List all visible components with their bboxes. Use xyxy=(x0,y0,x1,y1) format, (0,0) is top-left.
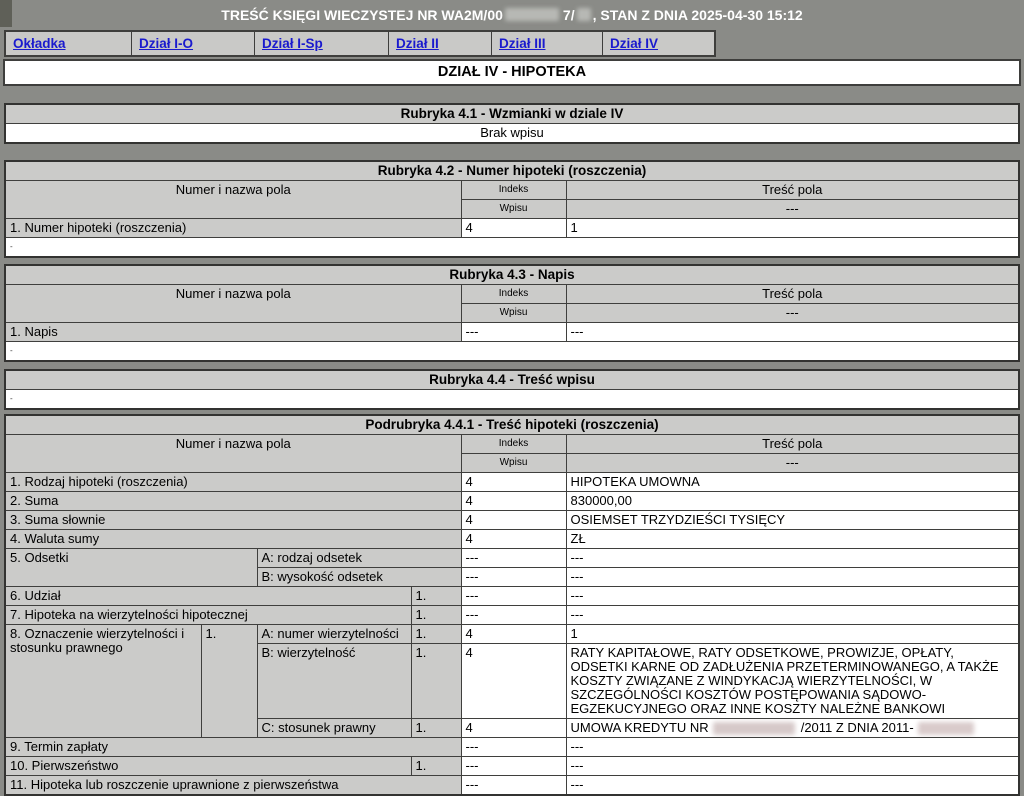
table-row xyxy=(5,511,1019,530)
rubryka-4-1-table xyxy=(4,103,1020,144)
document-title-suffix: , STAN Z DNIA 2025-04-30 15:12 xyxy=(592,6,803,23)
table-row xyxy=(5,625,1019,644)
column-header-content: Treść pola xyxy=(566,435,1019,454)
rubryka-4-2-table xyxy=(4,160,1020,258)
rubryka-4-4-table xyxy=(4,369,1020,410)
field-label-cell: 5. Odsetki xyxy=(5,549,257,587)
redacted-check-digit xyxy=(577,8,591,21)
spacer-row: - xyxy=(5,390,1019,410)
field-label-cell: 6. Udział xyxy=(5,587,411,606)
table-row xyxy=(5,492,1019,511)
table-row xyxy=(5,342,1019,362)
index-cell: --- xyxy=(461,568,566,587)
content-cell: --- xyxy=(566,738,1019,757)
tab-dzial-iii[interactable]: Dział III xyxy=(492,32,603,55)
table-row xyxy=(5,124,1019,144)
table-row xyxy=(5,285,1019,304)
ordinal-cell: 1. xyxy=(411,719,461,738)
field-label-cell: 1. Rodzaj hipoteki (roszczenia) xyxy=(5,473,461,492)
subfield-label-cell: B: wierzytelność xyxy=(257,644,411,719)
index-cell: 4 xyxy=(461,511,566,530)
column-header-index-2: Wpisu xyxy=(461,304,566,323)
field-label-cell: 10. Pierwszeństwo xyxy=(5,757,411,776)
field-label-cell: 1. Napis xyxy=(5,323,461,342)
table-row xyxy=(5,587,1019,606)
table-row xyxy=(5,473,1019,492)
table-row xyxy=(5,265,1019,285)
content-cell xyxy=(566,719,1019,738)
field-label-cell: 2. Suma xyxy=(5,492,461,511)
content-cell: 830000,00 xyxy=(566,492,1019,511)
index-cell: --- xyxy=(461,587,566,606)
content-cell: 1 xyxy=(566,219,1019,238)
document-title-mid: 7/ xyxy=(562,6,575,23)
subfield-label-cell: A: rodzaj odsetek xyxy=(257,549,461,568)
index-cell: --- xyxy=(461,549,566,568)
table-row xyxy=(5,390,1019,410)
redacted-register-number xyxy=(505,8,559,21)
subfield-label-cell: B: wysokość odsetek xyxy=(257,568,461,587)
table-row xyxy=(5,415,1019,435)
field-label-cell: 11. Hipoteka lub roszczenie uprawnione z pierwszeństwa xyxy=(5,776,461,796)
table-row xyxy=(5,776,1019,796)
credit-agreement-mid: /2011 Z DNIA 2011- xyxy=(800,720,914,735)
content-cell: --- xyxy=(566,776,1019,796)
ordinal-cell: 1. xyxy=(411,606,461,625)
subfield-label-cell: A: numer wierzytelności xyxy=(257,625,411,644)
column-header-index-2: Wpisu xyxy=(461,454,566,473)
column-header-content: Treść pola xyxy=(566,285,1019,304)
table-row xyxy=(5,549,1019,568)
redacted-credit-date xyxy=(918,722,974,735)
content-cell: HIPOTEKA UMOWNA xyxy=(566,473,1019,492)
spacer-row: - xyxy=(5,238,1019,258)
table-row xyxy=(5,181,1019,200)
column-header-content: Treść pola xyxy=(566,181,1019,200)
column-header-content-empty: --- xyxy=(566,454,1019,473)
table-row xyxy=(5,738,1019,757)
table-row xyxy=(5,606,1019,625)
section-header: Rubryka 4.3 - Napis xyxy=(5,265,1019,285)
field-label-cell: 4. Waluta sumy xyxy=(5,530,461,549)
table-row xyxy=(5,530,1019,549)
page-edge-decoration xyxy=(0,0,12,27)
table-row xyxy=(5,238,1019,258)
content-cell: --- xyxy=(566,606,1019,625)
index-cell: 4 xyxy=(461,644,566,719)
content-cell: --- xyxy=(566,757,1019,776)
field-label-cell: 9. Termin zapłaty xyxy=(5,738,461,757)
subfield-label-cell: C: stosunek prawny xyxy=(257,719,411,738)
field-label-cell: 8. Oznaczenie wierzytelności i stosunku prawnego xyxy=(5,625,201,738)
column-header-index-1: Indeks xyxy=(461,285,566,304)
column-header-index-1: Indeks xyxy=(461,181,566,200)
index-cell: --- xyxy=(461,323,566,342)
section-header: Rubryka 4.4 - Treść wpisu xyxy=(5,370,1019,390)
tab-okladka[interactable]: Okładka xyxy=(6,32,132,55)
index-cell: 4 xyxy=(461,492,566,511)
content-cell: --- xyxy=(566,323,1019,342)
column-header-index-2: Wpisu xyxy=(461,200,566,219)
column-header-field: Numer i nazwa pola xyxy=(5,285,461,323)
redacted-credit-number xyxy=(713,722,795,735)
index-cell: --- xyxy=(461,738,566,757)
index-cell: 4 xyxy=(461,219,566,238)
content-cell: --- xyxy=(566,587,1019,606)
content-cell: RATY KAPITAŁOWE, RATY ODSETKOWE, PROWIZJE, OPŁATY, ODSETKI KARNE OD ZADŁUŻENIA PRZETERMINOWANEGO, A TAKŻE KOSZTY ZWIĄZANE Z WINDYKACJĄ WIERZYTELNOŚCI, W SZCZEGÓLNOŚCI KOSZTÓW POSTĘPOWANIA SĄDOWO-EGZEKUCYJNEGO ORAZ INNE KOSZTY NALEŻNE BANKOWI xyxy=(566,644,1019,719)
content-cell: --- xyxy=(566,549,1019,568)
table-row xyxy=(5,323,1019,342)
content-cell: OSIEMSET TRZYDZIEŚCI TYSIĘCY xyxy=(566,511,1019,530)
content-cell: --- xyxy=(566,568,1019,587)
podrubryka-4-4-1-table xyxy=(4,414,1020,796)
ordinal-cell: 1. xyxy=(411,644,461,719)
spacer-row: - xyxy=(5,342,1019,362)
column-header-field: Numer i nazwa pola xyxy=(5,435,461,473)
field-label-cell: 7. Hipoteka na wierzytelności hipotecznej xyxy=(5,606,411,625)
ordinal-cell: 1. xyxy=(411,625,461,644)
index-cell: 4 xyxy=(461,473,566,492)
table-row xyxy=(5,161,1019,181)
document-title-bar xyxy=(0,0,1024,29)
column-header-index-1: Indeks xyxy=(461,435,566,454)
content-cell: ZŁ xyxy=(566,530,1019,549)
table-row xyxy=(5,435,1019,454)
field-label-cell: 3. Suma słownie xyxy=(5,511,461,530)
index-cell: 4 xyxy=(461,625,566,644)
rubryka-4-3-table xyxy=(4,264,1020,362)
section-header: Podrubryka 4.4.1 - Treść hipoteki (roszczenia) xyxy=(5,415,1019,435)
table-row xyxy=(5,370,1019,390)
section-header: Rubryka 4.2 - Numer hipoteki (roszczenia) xyxy=(5,161,1019,181)
index-cell: 4 xyxy=(461,719,566,738)
tab-dzial-iv[interactable]: Dział IV xyxy=(610,36,659,51)
field-label-cell: 1. Numer hipoteki (roszczenia) xyxy=(5,219,461,238)
section-tabs xyxy=(4,30,716,57)
ordinal-cell: 1. xyxy=(201,625,257,738)
column-header-field: Numer i nazwa pola xyxy=(5,181,461,219)
no-entry-value: Brak wpisu xyxy=(5,124,1019,144)
index-cell: --- xyxy=(461,606,566,625)
section-header: Rubryka 4.1 - Wzmianki w dziale IV xyxy=(5,104,1019,124)
document-title-prefix: TREŚĆ KSIĘGI WIECZYSTEJ NR WA2M/00 xyxy=(221,6,503,23)
column-header-content-empty: --- xyxy=(566,200,1019,219)
tab-dzial-i-o[interactable]: Dział I-O xyxy=(132,32,255,55)
credit-agreement-prefix: UMOWA KREDYTU NR xyxy=(570,720,709,735)
table-row xyxy=(5,757,1019,776)
index-cell: 4 xyxy=(461,530,566,549)
index-cell: --- xyxy=(461,757,566,776)
ordinal-cell: 1. xyxy=(411,587,461,606)
table-row xyxy=(5,104,1019,124)
ordinal-cell: 1. xyxy=(411,757,461,776)
table-row xyxy=(5,219,1019,238)
page-title: DZIAŁ IV - HIPOTEKA xyxy=(3,59,1021,86)
tab-dzial-ii[interactable]: Dział II xyxy=(389,32,492,55)
content-cell: 1 xyxy=(566,625,1019,644)
tab-dzial-i-sp[interactable]: Dział I-Sp xyxy=(255,32,389,55)
index-cell: --- xyxy=(461,776,566,796)
column-header-content-empty: --- xyxy=(566,304,1019,323)
